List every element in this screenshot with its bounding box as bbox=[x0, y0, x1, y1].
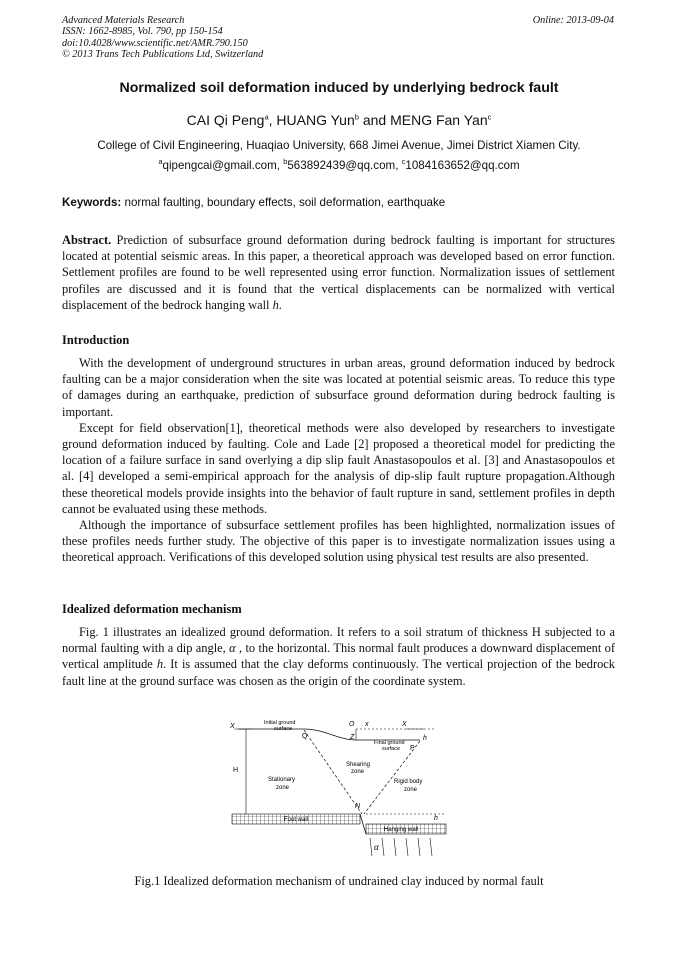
doi: doi:10.4028/www.scientific.net/AMR.790.150 bbox=[62, 37, 248, 49]
text-run: , to the horizontal. This normal fault produces a downward displacement of vertical amplitude bbox=[62, 641, 615, 672]
email-link[interactable]: 563892439@qq.com bbox=[287, 159, 396, 172]
author-affil-mark: c bbox=[487, 112, 492, 122]
paragraph: Except for field observation[1], theoretical methods were also developed by researchers to investigate ground deformation induced by faulting. Cole and Lade [2] proposed a theoretical model for predicting the location of a failure surface in sand overlying a dip slip fault Anastasopoulos et al. [3] and Anastasopoulos et al. [4] developed a semi-empirical approach for the analysis of dip-slip fault rupture propagation.Although these theoretical models provide insights into the behavior of fault rupture in sand, settlement profiles in depth cannot be evaluated using these methods. bbox=[62, 420, 615, 516]
label-initial-ground: Initial ground bbox=[264, 720, 296, 726]
author-affil-mark: a bbox=[264, 112, 269, 122]
label-shearing-2: zone bbox=[351, 769, 365, 775]
label-rigid: Rigid body bbox=[394, 779, 423, 785]
label-initial-ground-2: surface bbox=[274, 726, 293, 732]
label-hanging: Hanging wall bbox=[384, 827, 419, 833]
paragraph: With the development of underground structures in urban areas, ground deformation induced by bedrock faulting can be a major consideration when the site was located at potential seismic areas. To reduce this type of damages during an earthquake, prediction of subsurface ground deformation during bedrock faulting is important. bbox=[62, 356, 615, 419]
keywords bbox=[62, 196, 445, 209]
section-heading-mechanism: Idealized deformation mechanism bbox=[62, 602, 242, 616]
online-date: Online: 2013-09-04 bbox=[532, 15, 614, 26]
keywords-text: normal faulting, boundary effects, soil deformation, earthquake bbox=[121, 196, 446, 209]
email-mark: c bbox=[401, 157, 406, 167]
paragraph bbox=[62, 624, 615, 689]
label-h-top: h bbox=[423, 735, 427, 742]
figure-1-diagram bbox=[224, 716, 456, 864]
author-name: MENG Fan Yan bbox=[390, 112, 488, 128]
email-link[interactable]: 1084163652@qq.com bbox=[405, 159, 520, 172]
journal-name: Advanced Materials Research bbox=[62, 15, 185, 26]
keywords-label: Keywords: bbox=[62, 196, 122, 209]
label-x-right: X bbox=[402, 721, 407, 728]
label-final-ground-2: surface bbox=[382, 746, 401, 752]
affiliation: College of Civil Engineering, Huaqiao University, 668 Jimei Avenue, Jimei District Xiamen City. bbox=[97, 139, 581, 152]
email-mark: b bbox=[283, 157, 288, 167]
figure-caption: Fig.1 Idealized deformation mechanism of undrained clay induced by normal fault bbox=[134, 874, 544, 888]
symbol-alpha: α bbox=[229, 641, 236, 656]
author-list bbox=[0, 112, 678, 128]
author-name: HUANG Yun bbox=[276, 112, 355, 128]
label-H: H bbox=[233, 767, 239, 774]
label-x-mid: x bbox=[365, 721, 369, 728]
label-footwall: Foot wall bbox=[284, 817, 309, 823]
author-affil-mark: b bbox=[354, 112, 359, 122]
paper-title: Normalized soil deformation induced by underlying bedrock fault bbox=[119, 80, 559, 96]
label-Q: Q bbox=[302, 733, 308, 740]
label-final-ground: Final ground bbox=[374, 740, 405, 746]
displacement-arrows bbox=[370, 838, 432, 856]
separator: , bbox=[395, 159, 402, 172]
label-alpha: α bbox=[374, 843, 379, 852]
author-name: CAI Qi Peng bbox=[186, 112, 265, 128]
section-heading-introduction: Introduction bbox=[62, 333, 130, 347]
label-rigid-2: zone bbox=[404, 787, 418, 793]
final-ground-line bbox=[304, 729, 420, 740]
fault-line bbox=[360, 814, 366, 834]
journal-header bbox=[62, 15, 263, 61]
label-h-bottom: h bbox=[434, 815, 438, 822]
abstract-var: h bbox=[272, 297, 279, 312]
abstract-end: . bbox=[278, 297, 282, 312]
abstract bbox=[62, 232, 615, 313]
email-mark: a bbox=[158, 157, 163, 167]
label-stationary-2: zone bbox=[276, 785, 290, 791]
text-run: . It is assumed that the clay deforms continuously. The vertical projection of the bedrock fault line at the ground surface was chosen as the origin of the coordinate system. bbox=[62, 657, 615, 688]
introduction-body bbox=[62, 355, 615, 566]
separator: , bbox=[268, 112, 277, 128]
label-O: O bbox=[349, 721, 355, 728]
label-Z: Z bbox=[350, 734, 355, 741]
symbol-h: h bbox=[156, 657, 164, 672]
mechanism-body bbox=[62, 624, 615, 689]
label-P: P bbox=[410, 745, 415, 752]
label-x-left: X bbox=[230, 723, 235, 730]
abstract-label: Abstract. bbox=[62, 233, 112, 247]
paragraph: Although the importance of subsurface settlement profiles has been highlighted, normalization issues of these profiles needs further study. The objective of this paper is to investigate normalization issues using a theoretical approach. Verifications of this developed solution using physical test results are also presented. bbox=[62, 518, 615, 565]
label-N: N bbox=[355, 803, 361, 810]
text-run: Fig. 1 illustrates an idealized ground deformation. It refers to a soil stratum of thickness H subjected to a normal faulting with a dip angle, bbox=[62, 625, 615, 656]
issn: ISSN: 1662-8985, Vol. 790, pp 150-154 bbox=[62, 26, 223, 38]
separator: and bbox=[358, 112, 391, 128]
label-shearing: Shearing bbox=[346, 762, 371, 768]
label-stationary: Stationary bbox=[268, 777, 296, 783]
separator: , bbox=[276, 159, 284, 172]
email-link[interactable]: qipengcai@gmail.com bbox=[162, 159, 277, 172]
copyright: © 2013 Trans Tech Publications Ltd, Switzerland bbox=[62, 49, 264, 61]
email-list bbox=[0, 159, 678, 172]
abstract-text: Prediction of subsurface ground deformation during bedrock faulting is important for structures located at potential seismic areas. In this paper, a theoretical approach was developed based on error function. Settlement profiles are found to be well represented using error function. Normalization issues of settlement profiles are discussed and it is found that the vertical displacements can be normalized with vertical displacement of the bedrock hanging wall bbox=[62, 233, 615, 312]
